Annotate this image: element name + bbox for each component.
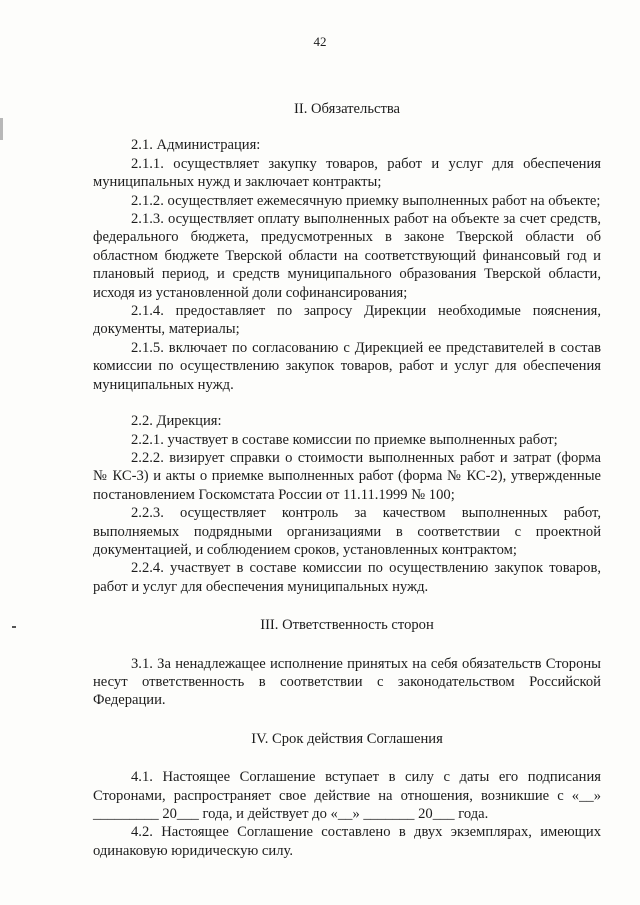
administration-heading: 2.1. Администрация: [131, 137, 261, 154]
scan-edge-mark [12, 626, 16, 628]
clause-2-1-2: 2.1.2. осуществляет ежемесячную приемку выполненных работ на объекте; [131, 192, 601, 209]
document-body [93, 100, 601, 860]
clause-2-1-5: 2.1.5. включает по согласованию с Дирекцией ее представителей в состав комиссии по осуществлению закупок товаров, работ и услуг для обеспечения муниципальных нужд. [93, 339, 601, 393]
clause-2-1-3: 2.1.3. осуществляет оплату выполненных работ на объекте за счет средств, федерального бюджета, предусмотренных в законе Тверской области об областном бюджете Тверской области на соответствующий финансовый год и плановый период, и средств муниципального образования Тверской области, исходя из установленной доли софинансирования; [93, 211, 601, 301]
clause-2-1-4: 2.1.4. предоставляет по запросу Дирекции необходимые пояснения, документы, материалы; [93, 303, 601, 338]
clause-4-1: 4.1. Настоящее Соглашение вступает в силу с даты его подписания Сторонами, распространяет свое действие на отношения, возникшие с «__» _________ 20___ года, и действует до «__» _______ 20___ года. [93, 769, 601, 822]
clause-2-2-2: 2.2.2. визирует справки о стоимости выполненных работ и затрат (форма № КС-3) и акты о приемке выполненных работ (форма № КС-2), утвержденные постановлением Госкомстата России от 11.11.1999 № 100; [93, 449, 601, 503]
directorate-heading: 2.2. Дирекция: [131, 413, 222, 430]
scan-edge-mark [0, 118, 3, 140]
clause-2-2-3: 2.2.3. осуществляет контроль за качеством выполненных работ, выполняемых подрядными организациями в соответствии с проектной документацией, и соблюдением сроков, установленных контрактом; [93, 505, 601, 558]
page-number: 42 [313, 34, 327, 49]
clause-2-2-4: 2.2.4. участвует в составе комиссии по осуществлению закупок товаров, работ и услуг для обеспечения муниципальных нужд. [93, 560, 601, 595]
clause-2-1-1: 2.1.1. осуществляет закупку товаров, работ и услуг для обеспечения муниципальных нужд и заключает контракты; [93, 155, 601, 191]
clause-4-2: 4.2. Настоящее Соглашение составлено в двух экземплярах, имеющих одинаковую юридическую силу. [93, 824, 601, 859]
clause-2-2-1: 2.2.1. участвует в составе комиссии по приемке выполненных работ; [131, 431, 558, 448]
clause-3-1: 3.1. За ненадлежащее исполнение принятых на себя обязательств Стороны несут ответственность в соответствии с законодательством Российской Федерации. [93, 655, 601, 709]
section-3-title: III. Ответственность сторон [260, 617, 434, 634]
section-4-title: IV. Срок действия Соглашения [251, 730, 443, 747]
section-2-title: II. Обязательства [293, 101, 401, 117]
